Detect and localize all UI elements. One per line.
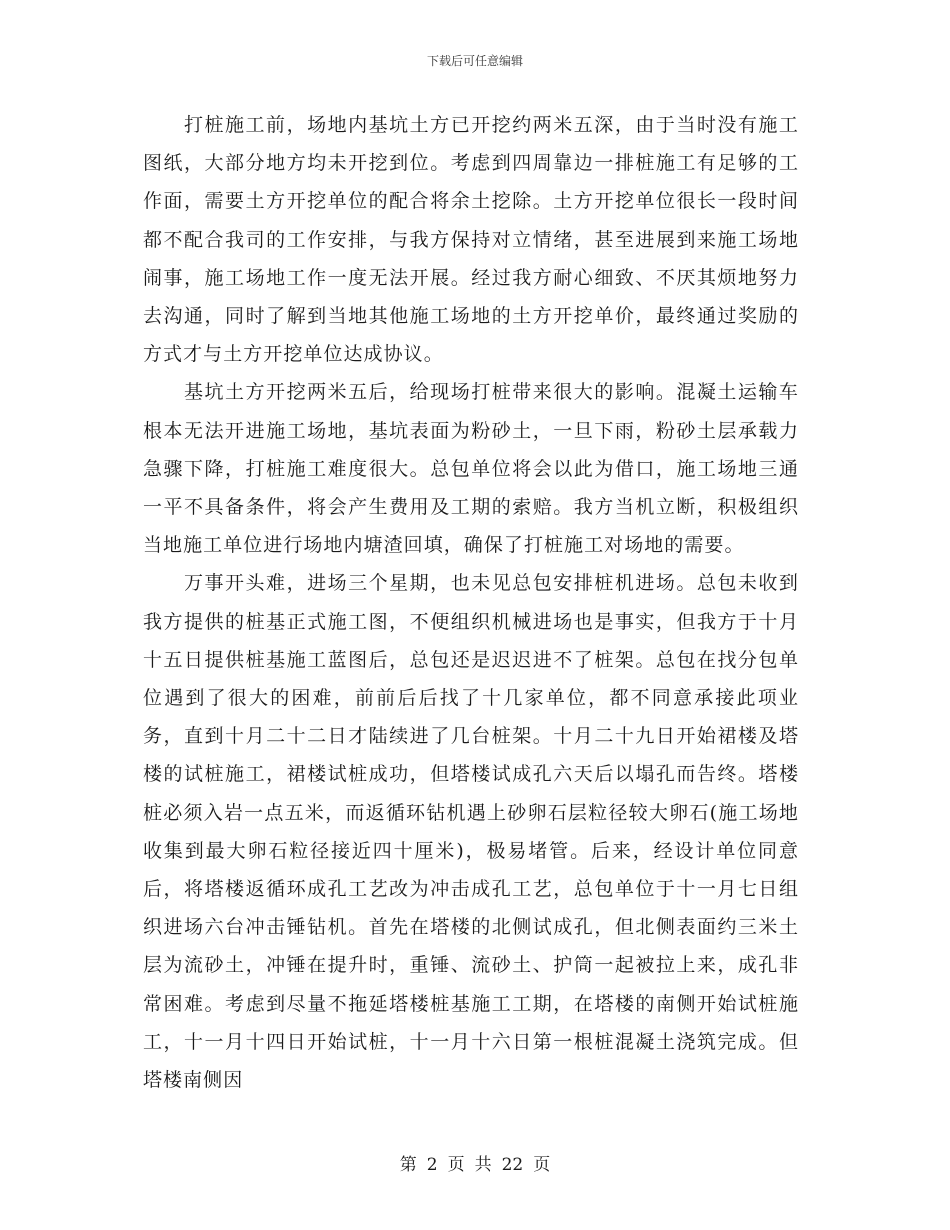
total-pages-number: 22 — [501, 1155, 524, 1175]
paragraph: 万事开头难，进场三个星期，也未见总包安排桩机进场。总包未收到我方提供的桩基正式施工图，不便组织机械进场也是事实，但我方于十月十五日提供桩基施工蓝图后，总包还是迟迟进不了桩架。总包在找分包单位遇到了很大的困难，前前后后找了十几家单位，都不同意承接此项业务，直到十月二十二日才陆续进了几台桩架。十月二十九日开始裙楼及塔楼的试桩施工，裙楼试桩成功，但塔楼试成孔六天后以塌孔而告终。塔楼桩必须入岩一点五米，而返循环钻机遇上砂卵石层粒径较大卵石(施工场地收集到最大卵石粒径接近四十厘米)，极易堵管。后来，经设计单位同意后，将塔楼返循环成孔工艺改为冲击成孔工艺，总包单位于十一月七日组织进场六台冲击锤钻机。首先在塔楼的北侧试成孔，但北侧表面约三米土层为流砂土，冲锤在提升时，重锤、流砂土、护筒一起被拉上来，成孔非常困难。考虑到尽量不拖延塔楼桩基施工工期，在塔楼的南侧开始试桩施工，十一月十四日开始试桩，十一月十六日第一根桩混凝土浇筑完成。但塔楼南侧因 — [143, 572, 799, 1092]
total-label: 共 — [474, 1155, 492, 1175]
paragraph: 打桩施工前，场地内基坑土方已开挖约两米五深，由于当时没有施工图纸，大部分地方均未开挖到位。考虑到四周靠边一排桩施工有足够的工作面，需要土方开挖单位的配合将余土挖除。土方开挖单位很长一段时间都不配合我司的工作安排，与我方保持对立情绪，甚至进展到来施工场地闹事，施工场地工作一度无法开展。经过我方耐心细致、不厌其烦地努力去沟通，同时了解到当地其他施工场地的土方开挖单价，最终通过奖励的方式才与土方开挖单位达成协议。 — [143, 114, 799, 366]
current-page-number: 2 — [426, 1155, 438, 1175]
page-unit-label-2: 页 — [533, 1155, 551, 1175]
page-unit-label: 页 — [447, 1155, 465, 1175]
document-body — [143, 106, 799, 1099]
page-footer — [0, 1154, 950, 1176]
page-label: 第 — [399, 1155, 417, 1175]
paragraph: 基坑土方开挖两米五后，给现场打桩带来很大的影响。混凝土运输车根本无法开进施工场地，基坑表面为粉砂土，一旦下雨，粉砂土层承载力急骤下降，打桩施工难度很大。总包单位将会以此为借口，施工场地三通一平不具备条件，将会产生费用及工期的索赔。我方当机立断，积极组织当地施工单位进行场地内塘渣回填，确保了打桩施工对场地的需要。 — [143, 381, 799, 557]
page-header: 下载后可任意编辑 — [426, 54, 523, 68]
